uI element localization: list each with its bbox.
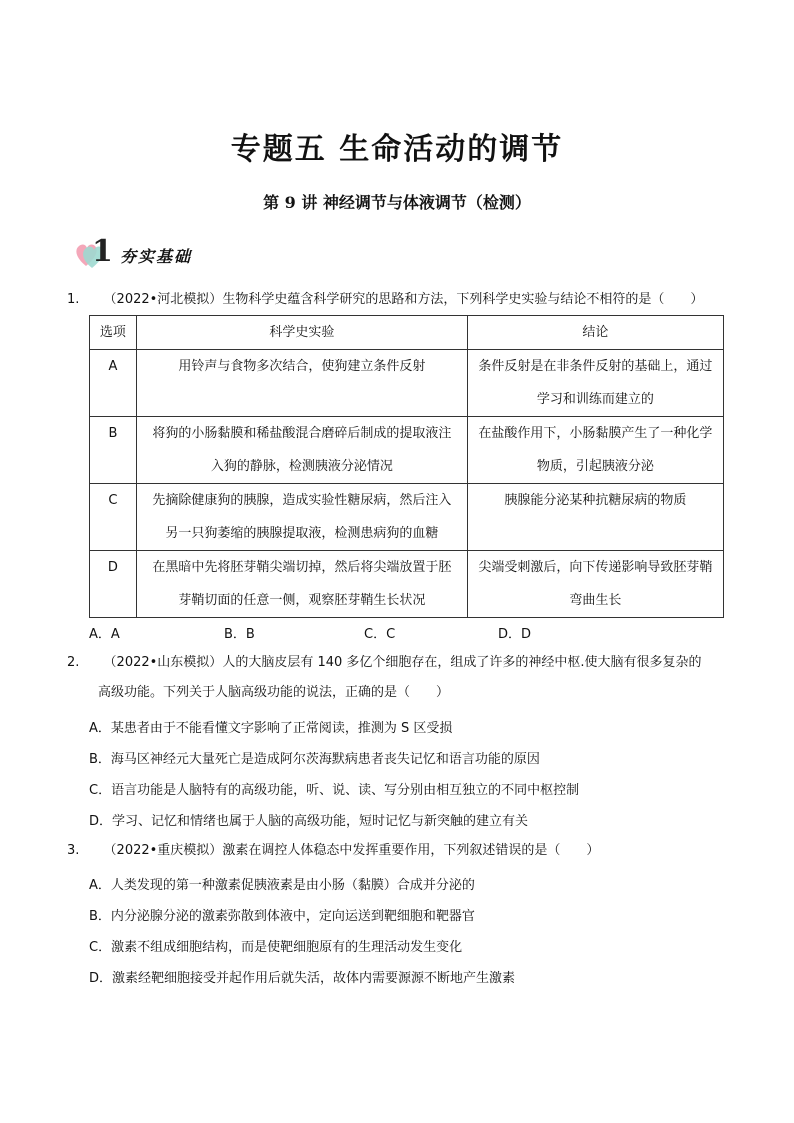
table-cell: B <box>90 417 137 484</box>
question-number: 1. <box>67 292 80 307</box>
table-cell: 在盐酸作用下，小肠黏膜产生了一种化学 物质，引起胰液分泌 <box>467 417 723 484</box>
answer-option-a[interactable]: A．人类发现的第一种激素促胰液素是由小肠（黏膜）合成并分泌的 <box>89 878 475 893</box>
answer-option-c[interactable]: C．激素不组成细胞结构，而是使靶细胞原有的生理活动发生变化 <box>89 940 463 955</box>
history-table <box>89 315 724 618</box>
question-3 <box>67 841 599 861</box>
answer-option-d[interactable]: D．学习、记忆和情绪也属于人脑的高级功能，短时记忆与新突触的建立有关 <box>89 814 529 829</box>
answer-option-d[interactable]: D．激素经靶细胞接受并起作用后就失活，故体内需要源源不断地产生激素 <box>89 971 516 986</box>
question-stem: 人的大脑皮层有 140 多亿个细胞存在，组成了许多的神经中枢.使大脑有很多复杂的 <box>222 655 702 670</box>
table-cell: 条件反射是在非条件反射的基础上，通过 学习和训练而建立的 <box>467 350 723 417</box>
question-number: 3. <box>67 843 80 858</box>
question-source: （2022•山东模拟） <box>103 655 223 670</box>
answer-option-b[interactable]: B．B <box>224 627 255 642</box>
question-stem: 激素在调控人体稳态中发挥重要作用，下列叙述错误的是（ ） <box>222 843 600 858</box>
table-cell: 在黑暗中先将胚芽鞘尖端切掉，然后将尖端放置于胚 芽鞘切面的任意一侧，观察胚芽鞘生长状况 <box>136 551 467 618</box>
section-number: 1 <box>92 234 113 269</box>
table-cell: D <box>90 551 137 618</box>
table-cell: 胰腺能分泌某种抗糖尿病的物质 <box>467 484 723 551</box>
question-source: （2022•重庆模拟） <box>103 843 223 858</box>
section-label: 夯实基础 <box>120 247 193 266</box>
answer-option-c[interactable]: C．C <box>364 627 396 642</box>
question-stem: 生物科学史蕴含科学研究的思路和方法，下列科学史实验与结论不相符的是（ ） <box>222 292 704 307</box>
table-row <box>90 417 724 484</box>
table-header: 结论 <box>467 316 723 350</box>
answer-option-d[interactable]: D．D <box>498 627 532 642</box>
table-cell: C <box>90 484 137 551</box>
table-row <box>90 350 724 417</box>
table-row <box>90 484 724 551</box>
table-header: 科学史实验 <box>136 316 467 350</box>
table-cell: 尖端受刺激后，向下传递影响导致胚芽鞘 弯曲生长 <box>467 551 723 618</box>
question-1 <box>67 290 703 310</box>
table-cell: A <box>90 350 137 417</box>
answer-option-b[interactable]: B．海马区神经元大量死亡是造成阿尔茨海默病患者丧失记忆和语言功能的原因 <box>89 752 540 767</box>
answer-option-b[interactable]: B．内分泌腺分泌的激素弥散到体液中，定向运送到靶细胞和靶器官 <box>89 909 475 924</box>
table-row <box>90 551 724 618</box>
table-header: 选项 <box>90 316 137 350</box>
answer-option-a[interactable]: A．A <box>89 627 120 642</box>
table-cell: 先摘除健康狗的胰腺，造成实验性糖尿病，然后注入 另一只狗萎缩的胰腺提取液，检测患病狗的血糖 <box>136 484 467 551</box>
table-cell: 将狗的小肠黏膜和稀盐酸混合磨碎后制成的提取液注 入狗的静脉，检测胰液分泌情况 <box>136 417 467 484</box>
question-number: 2. <box>67 655 80 670</box>
question-2 <box>67 653 702 673</box>
page-subtitle: 第 9 讲 神经调节与体液调节（检测） <box>263 193 531 212</box>
answer-option-c[interactable]: C．语言功能是人脑特有的高级功能，听、说、读、写分别由相互独立的不同中枢控制 <box>89 783 580 798</box>
answer-option-a[interactable]: A．某患者由于不能看懂文字影响了正常阅读，推测为 S 区受损 <box>89 721 453 736</box>
page-title: 专题五 生命活动的调节 <box>230 132 564 167</box>
table-cell: 用铃声与食物多次结合，使狗建立条件反射 <box>136 350 467 417</box>
question-source: （2022•河北模拟） <box>103 292 223 307</box>
question-stem-continued: 高级功能。下列关于人脑高级功能的说法，正确的是（ ） <box>98 685 450 700</box>
